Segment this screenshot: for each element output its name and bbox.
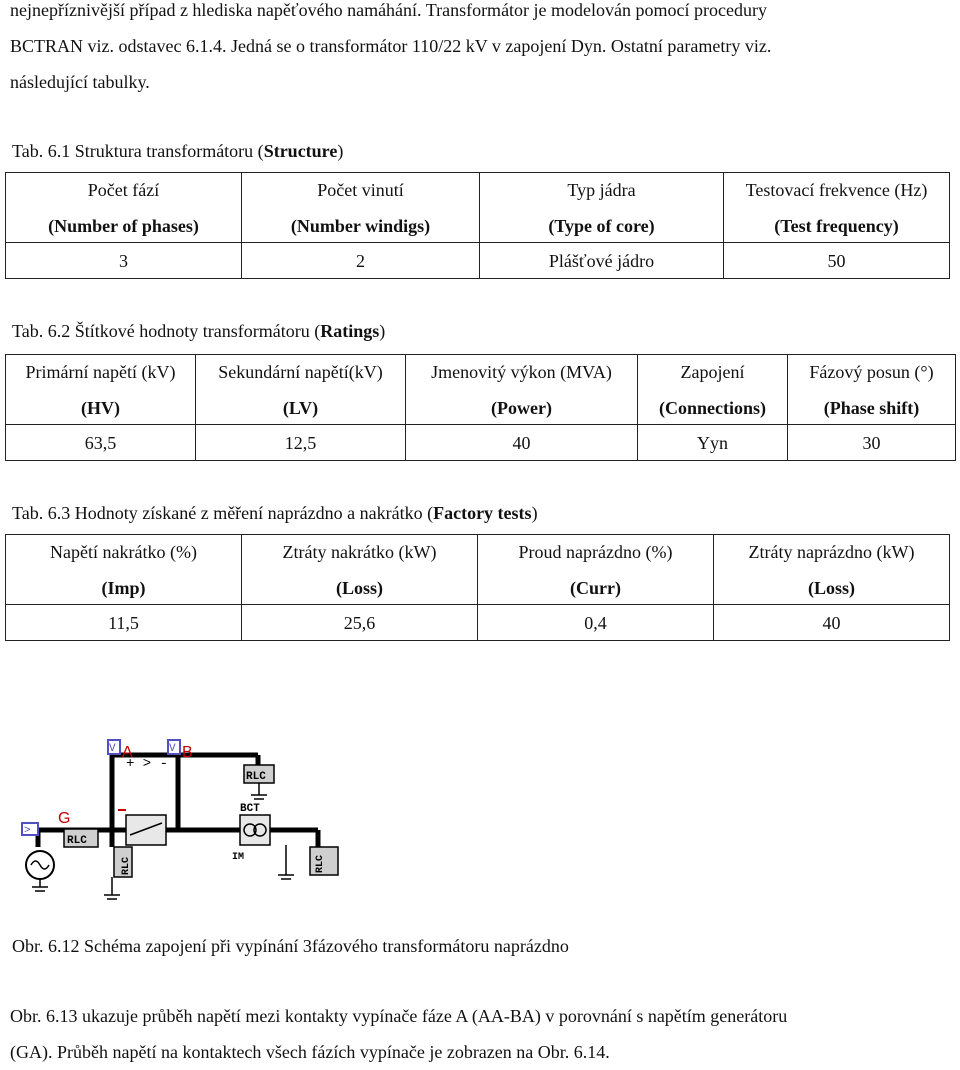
header-cell: Sekundární napětí(kV) (LV) [196, 355, 406, 425]
table-ratings [5, 354, 956, 461]
header-cell: Počet vinutí (Number windigs) [242, 173, 480, 243]
switch-mark: + > - [126, 756, 169, 772]
tab1-caption: Tab. 6.1 Struktura transformátoru (Structure) [12, 141, 344, 161]
header-cell: Fázový posun (°) (Phase shift) [788, 355, 956, 425]
rlc-right-icon [310, 847, 338, 875]
value-cell: 63,5 [6, 425, 196, 461]
value-cell: 0,4 [478, 605, 714, 641]
header-cell: Ztráty naprázdno (kW) (Loss) [714, 535, 950, 605]
header-cell: Ztráty nakrátko (kW) (Loss) [242, 535, 478, 605]
header-cell: Napětí nakrátko (%) (Imp) [6, 535, 242, 605]
table-structure [5, 172, 950, 279]
value-cell: 50 [724, 243, 950, 279]
label-b: B [182, 744, 193, 761]
table-header-row [6, 173, 950, 243]
value-cell: 2 [242, 243, 480, 279]
outro-paragraph [10, 998, 950, 1070]
svg-text:V: V [169, 743, 176, 755]
header-cell: Zapojení (Connections) [638, 355, 788, 425]
im-label: IM [232, 852, 245, 863]
header-cell: Testovací frekvence (Hz) (Test frequency) [724, 173, 950, 243]
figure-caption: Obr. 6.12 Schéma zapojení při vypínání 3fázového transformátoru naprázdno [12, 936, 569, 956]
intro-line-2: BCTRAN viz. odstavec 6.1.4. Jedná se o transformátor 110/22 kV v zapojení Dyn. Ostatní parametry viz. [10, 36, 772, 56]
tab3-caption: Tab. 6.3 Hodnoty získané z měření naprázdno a nakrátko (Factory tests) [12, 503, 538, 523]
rlc-left-icon [64, 829, 98, 847]
circuit-schematic [18, 735, 358, 915]
value-cell: Yyn [638, 425, 788, 461]
value-cell: 40 [714, 605, 950, 641]
table-row [6, 243, 950, 279]
transformer-icon [232, 803, 294, 879]
label-g: G [58, 810, 71, 827]
value-cell: 12,5 [196, 425, 406, 461]
rlc-vertical-icon [104, 847, 132, 899]
value-cell: 11,5 [6, 605, 242, 641]
voltage-source-icon [26, 851, 54, 891]
rlc-top-icon [244, 765, 274, 799]
header-cell: Primární napětí (kV) (HV) [6, 355, 196, 425]
table-header-row [6, 535, 950, 605]
svg-text:RLC: RLC [121, 856, 132, 875]
svg-text:>: > [24, 825, 31, 837]
probe-g-icon [22, 810, 70, 837]
intro-paragraph [10, 0, 950, 100]
value-cell: 25,6 [242, 605, 478, 641]
label-a: A [122, 744, 133, 761]
svg-text:RLC: RLC [315, 854, 326, 873]
table-row [6, 605, 950, 641]
intro-line-1: nejnepříznivější případ z hlediska napěťového namáhání. Transformátor je modelován pomocí procedury [10, 0, 767, 20]
outro-line-2: (GA). Průběh napětí na kontaktech všech fázích vypínače je zobrazen na Obr. 6.14. [10, 1042, 610, 1062]
header-cell: Jmenovitý výkon (MVA) (Power) [406, 355, 638, 425]
header-cell: Počet fází (Number of phases) [6, 173, 242, 243]
table-header-row [6, 355, 956, 425]
tab2-caption: Tab. 6.2 Štítkové hodnoty transformátoru (Ratings) [12, 321, 386, 341]
table-factory-tests [5, 534, 950, 641]
intro-line-3: následující tabulky. [10, 72, 150, 92]
outro-line-1: Obr. 6.13 ukazuje průběh napětí mezi kontakty vypínače fáze A (AA-BA) v porovnání s napětím generátoru [10, 1006, 788, 1026]
table-row [6, 425, 956, 461]
value-cell: 30 [788, 425, 956, 461]
value-cell: 3 [6, 243, 242, 279]
bct-label: BCT [240, 803, 260, 815]
value-cell: Plášťové jádro [480, 243, 724, 279]
svg-text:RLC: RLC [67, 835, 87, 847]
header-cell: Proud naprázdno (%) (Curr) [478, 535, 714, 605]
svg-text:V: V [109, 743, 116, 755]
value-cell: 40 [406, 425, 638, 461]
svg-text:RLC: RLC [246, 771, 266, 783]
header-cell: Typ jádra (Type of core) [480, 173, 724, 243]
